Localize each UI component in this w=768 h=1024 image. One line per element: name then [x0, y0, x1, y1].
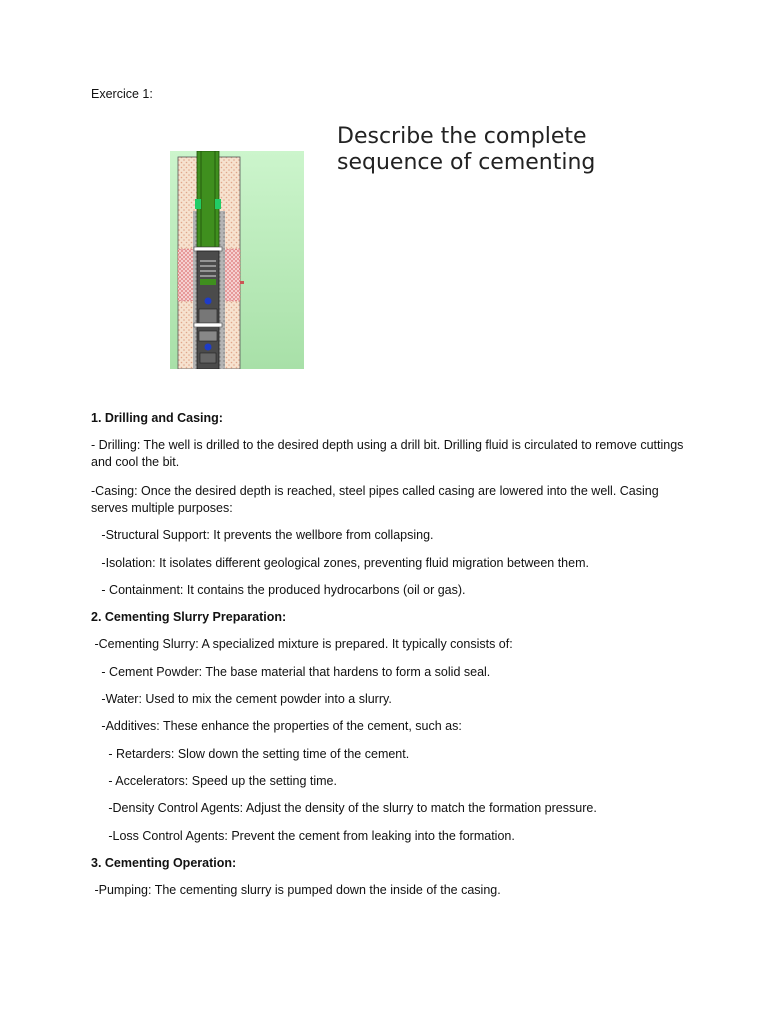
well-cementing-diagram-icon	[170, 151, 304, 369]
accelerators-item: - Accelerators: Speed up the setting time.	[91, 774, 337, 788]
exercise-prompt	[337, 124, 637, 176]
isolation-item: -Isolation: It isolates different geological zones, preventing fluid migration between them.	[91, 556, 589, 570]
section-3-heading: 3. Cementing Operation:	[91, 856, 237, 870]
containment-item: - Containment: It contains the produced hydrocarbons (oil or gas).	[91, 583, 466, 597]
water-item: -Water: Used to mix the cement powder into a slurry.	[91, 692, 392, 706]
drilling-paragraph: - Drilling: The well is drilled to the desired depth using a drill bit. Drilling fluid is circulated to remove cuttings and cool the bit.	[91, 438, 684, 469]
prompt-line-1: Describe the complete	[337, 124, 587, 149]
prompt-line-2: sequence of cementing	[337, 150, 596, 175]
additives-item: -Additives: These enhance the properties of the cement, such as:	[91, 719, 462, 733]
density-control-item: -Density Control Agents: Adjust the density of the slurry to match the formation pressure.	[91, 801, 597, 815]
cement-powder-item: - Cement Powder: The base material that hardens to form a solid seal.	[91, 665, 491, 679]
pumping-item: -Pumping: The cementing slurry is pumped down the inside of the casing.	[91, 883, 501, 897]
loss-control-item: -Loss Control Agents: Prevent the cement from leaking into the formation.	[91, 829, 515, 843]
cementing-slurry-item: -Cementing Slurry: A specialized mixture is prepared. It typically consists of:	[91, 637, 513, 651]
retarders-item: - Retarders: Slow down the setting time of the cement.	[91, 747, 410, 761]
exercise-label: Exercice 1:	[91, 87, 153, 101]
section-1-heading: 1. Drilling and Casing:	[91, 411, 223, 425]
casing-paragraph: -Casing: Once the desired depth is reached, steel pipes called casing are lowered into the well. Casing serves multiple purposes:	[91, 484, 659, 515]
structural-support-item: -Structural Support: It prevents the wellbore from collapsing.	[91, 528, 434, 542]
section-2-heading: 2. Cementing Slurry Preparation:	[91, 610, 287, 624]
